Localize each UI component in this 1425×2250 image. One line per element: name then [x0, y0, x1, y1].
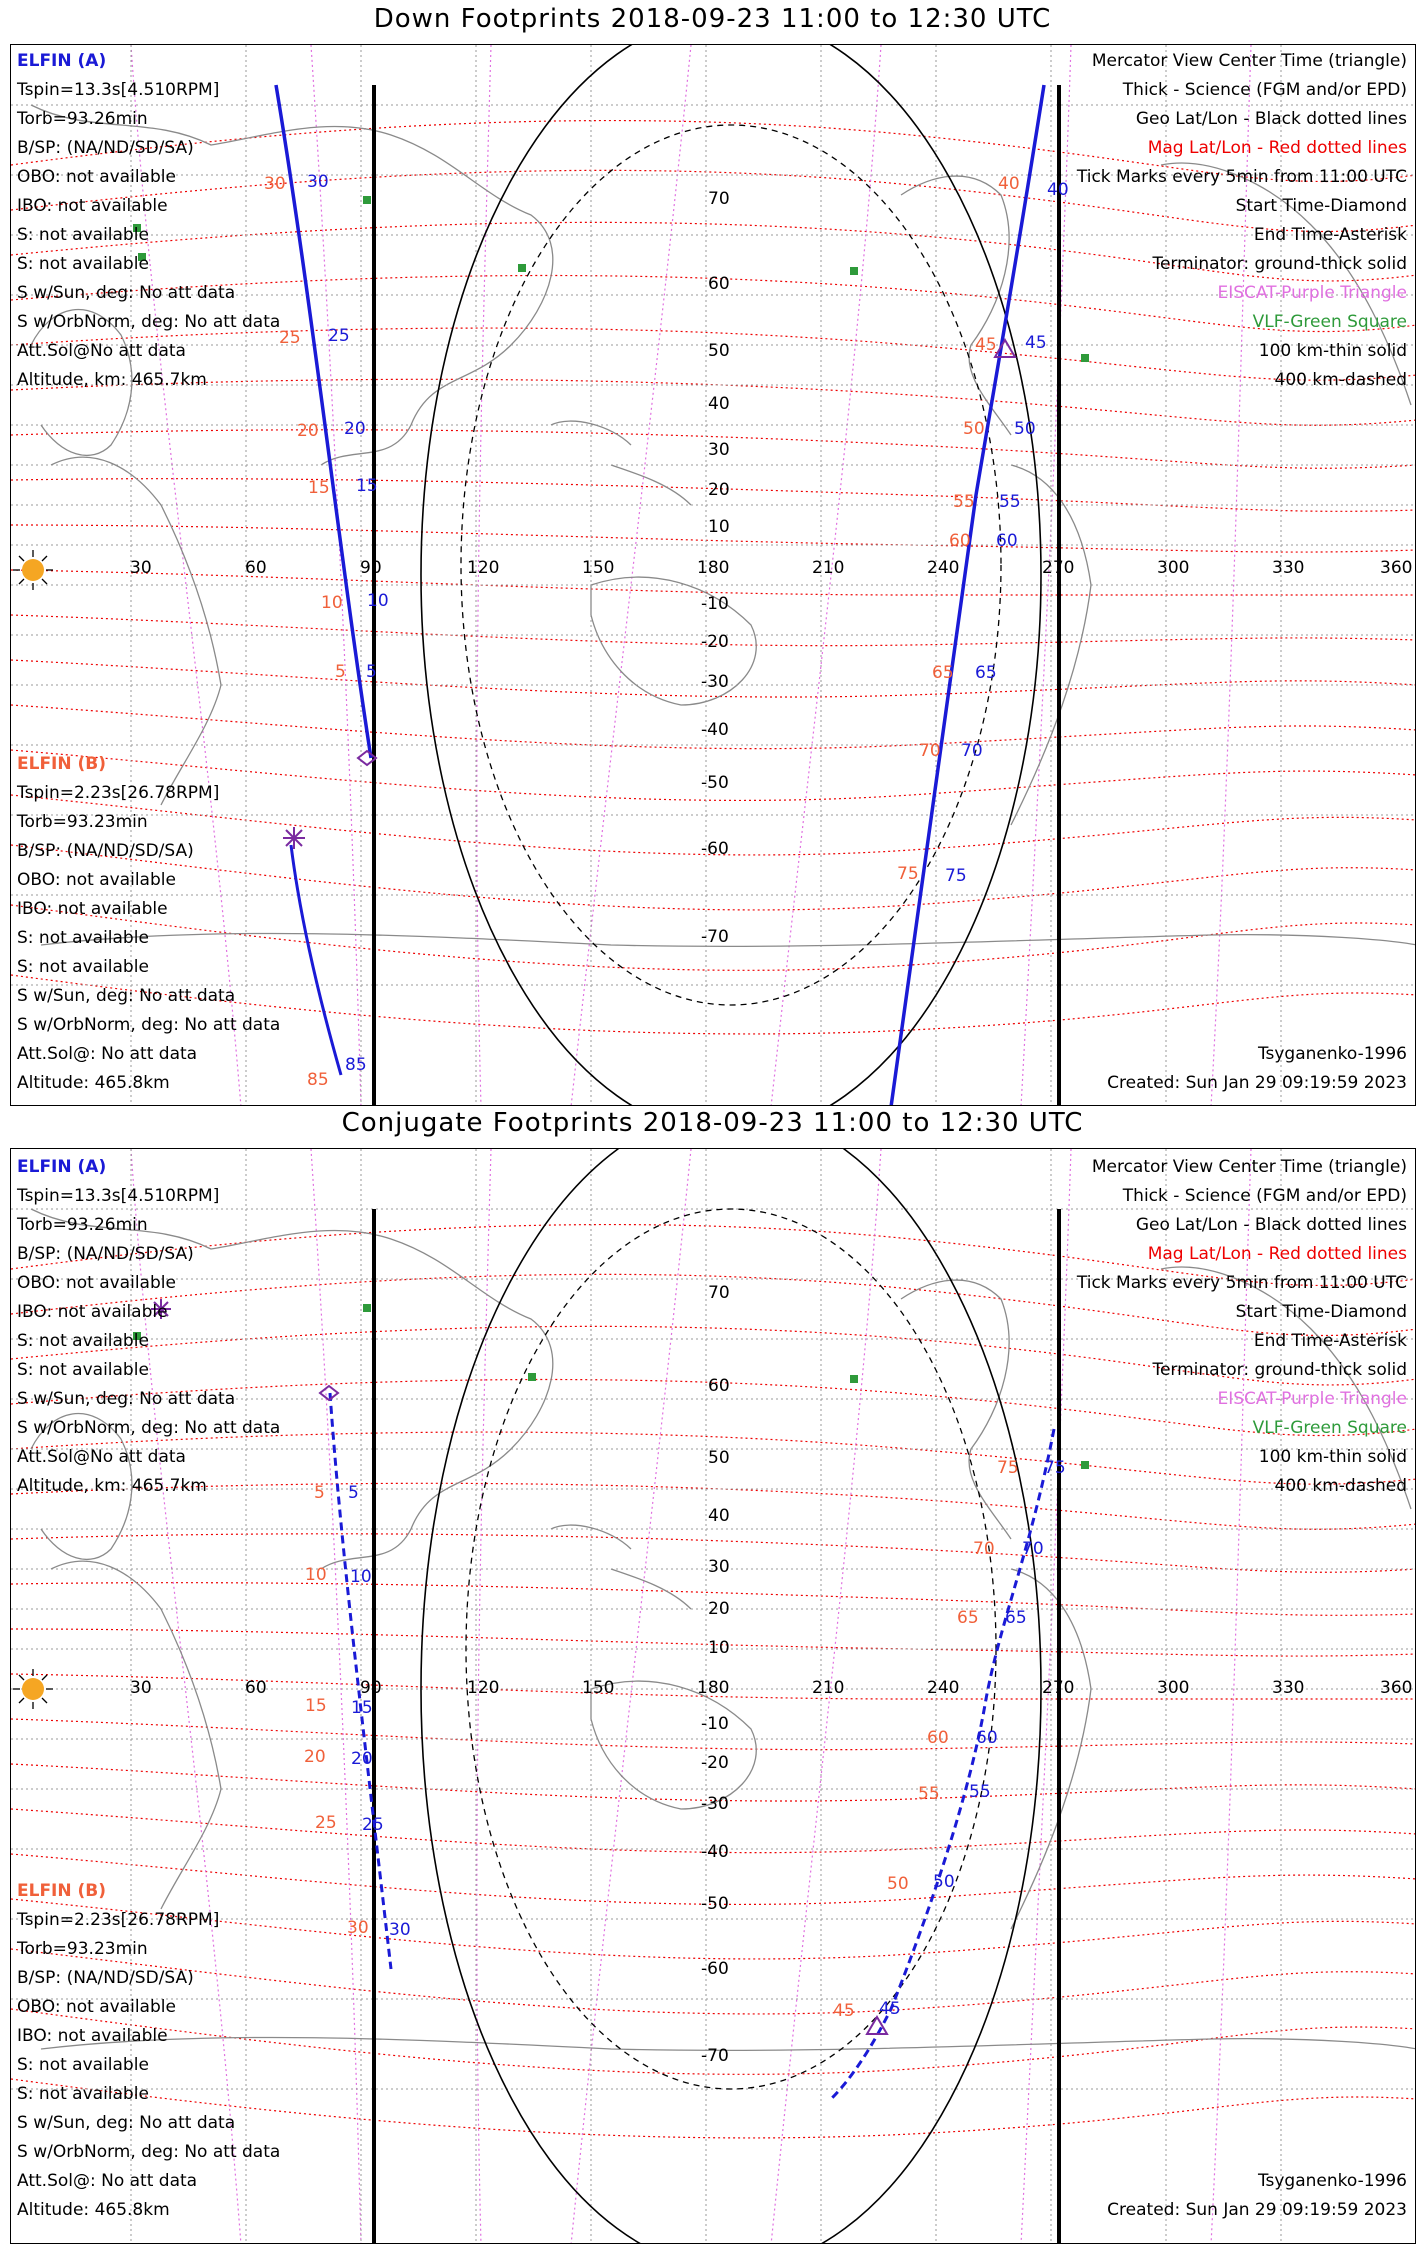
tick-label: 30: [389, 1920, 411, 1940]
lat-label: 10: [708, 1638, 730, 1658]
tick-label: 65: [975, 663, 997, 683]
probe-b-name: ELFIN (B): [17, 754, 107, 774]
lon-label: 150: [582, 558, 615, 578]
probe-a-info-line: Altitude, km: 465.7km: [17, 370, 207, 390]
probe-a-info-line: Altitude, km: 465.7km: [17, 1476, 207, 1496]
tick-label: 50: [963, 419, 985, 439]
lon-label: 300: [1157, 558, 1190, 578]
tick-label: 85: [345, 1055, 367, 1075]
tick-label: 45: [879, 1999, 901, 2019]
tick-label: 70: [919, 741, 941, 761]
legend-item: Geo Lat/Lon - Black dotted lines: [1135, 109, 1407, 129]
sun-icon: [13, 1669, 53, 1709]
tick-label: 60: [949, 531, 971, 551]
lat-label: -60: [701, 839, 729, 859]
center-time-triangle: [995, 340, 1015, 357]
tick-label: 10: [305, 1565, 327, 1585]
probe-b-info-line: OBO: not available: [17, 870, 176, 890]
tick-label: 5: [366, 662, 377, 682]
lon-label: 120: [467, 558, 500, 578]
probe-a-info-line: Tspin=13.3s[4.510RPM]: [17, 80, 220, 100]
tick-label: 25: [362, 1815, 384, 1835]
probe-b-info-line: Altitude: 465.8km: [17, 1073, 170, 1093]
legend-item: Start Time-Diamond: [1235, 1302, 1407, 1322]
probe-b-info-line: S: not available: [17, 928, 149, 948]
probe-b-info-line: S: not available: [17, 2055, 149, 2075]
lat-label: 50: [708, 341, 730, 361]
probe-a-info-line: Tspin=13.3s[4.510RPM]: [17, 1186, 220, 1206]
tick-label: 55: [969, 1782, 991, 1802]
lon-label: 330: [1272, 558, 1305, 578]
probe-a-info-line: Att.Sol@No att data: [17, 1447, 186, 1467]
probe-a-name: ELFIN (A): [17, 51, 107, 71]
legend-item: Mercator View Center Time (triangle): [1091, 1157, 1407, 1177]
lon-label: 360: [1380, 1678, 1413, 1698]
lon-label: 210: [812, 558, 845, 578]
continent-outlines: [31, 1209, 1416, 2050]
end-asterisk: [283, 827, 305, 849]
lon-label: 360: [1380, 558, 1413, 578]
lon-label: 150: [582, 1678, 615, 1698]
tick-label: 40: [998, 174, 1020, 194]
probe-a-info-line: S w/Sun, deg: No att data: [17, 1389, 236, 1409]
tick-label: 10: [367, 591, 389, 611]
tick-label: 55: [999, 492, 1021, 512]
legend-item: 400 km-dashed: [1274, 1476, 1407, 1496]
legend-item: EISCAT-Purple Triangle: [1217, 283, 1407, 303]
legend-item: Tick Marks every 5min from 11:00 UTC: [1076, 1273, 1407, 1293]
legend-item: 400 km-dashed: [1274, 370, 1407, 390]
tick-label: 65: [957, 1608, 979, 1628]
probe-b-info-line: Tspin=2.23s[26.78RPM]: [17, 1910, 220, 1930]
probe-a-info-line: Torb=93.26min: [17, 1215, 148, 1235]
probe-a-info-line: B/SP: (NA/ND/SD/SA): [17, 138, 194, 158]
lon-label: 120: [467, 1678, 500, 1698]
legend-item: 100 km-thin solid: [1258, 341, 1407, 361]
tick-label: 55: [953, 492, 975, 512]
probe-b-info-line: IBO: not available: [17, 2026, 168, 2046]
lon-label: 210: [812, 1678, 845, 1698]
probe-b-info-line: Tspin=2.23s[26.78RPM]: [17, 783, 220, 803]
map-panel-conjugate: [10, 1148, 1416, 2244]
probe-b-info-line: S w/Sun, deg: No att data: [17, 986, 236, 1006]
lon-label: 30: [130, 558, 152, 578]
tick-label: 5: [314, 1483, 325, 1503]
tick-label: 15: [356, 476, 378, 496]
probe-b-info-line: S: not available: [17, 957, 149, 977]
lat-label: 40: [708, 394, 730, 414]
legend-item: Geo Lat/Lon - Black dotted lines: [1135, 1215, 1407, 1235]
probe-b-info-line: Torb=93.23min: [17, 812, 148, 832]
legend-item: Terminator: ground-thick solid: [1152, 1360, 1407, 1380]
tick-label: 75: [997, 1458, 1019, 1478]
tick-label: 25: [315, 1813, 337, 1833]
lat-label: -30: [701, 1794, 729, 1814]
lat-label: 10: [708, 517, 730, 537]
lat-label: 60: [708, 1376, 730, 1396]
tick-label: 70: [973, 1539, 995, 1559]
legend-item: Thick - Science (FGM and/or EPD): [1122, 80, 1407, 100]
lon-label: 330: [1272, 1678, 1305, 1698]
tick-label: 75: [897, 864, 919, 884]
lat-label: 60: [708, 274, 730, 294]
tick-label: 5: [335, 662, 346, 682]
tick-label: 15: [308, 478, 330, 498]
tick-label: 10: [350, 1567, 372, 1587]
probe-b-info-line: OBO: not available: [17, 1997, 176, 2017]
probe-a-info-line: Att.Sol@No att data: [17, 341, 186, 361]
model-label: Tsyganenko-1996: [1257, 1044, 1407, 1064]
lon-label: 60: [245, 1678, 267, 1698]
lon-label: 90: [360, 1678, 382, 1698]
tick-label: 30: [264, 174, 286, 194]
probe-b-info-line: Torb=93.23min: [17, 1939, 148, 1959]
probe-a-info-line: S: not available: [17, 254, 149, 274]
lat-label: -70: [701, 2046, 729, 2066]
lon-label: 60: [245, 558, 267, 578]
tick-label: 50: [933, 1872, 955, 1892]
probe-a-info-line: S: not available: [17, 1331, 149, 1351]
probe-a-info-line: S: not available: [17, 225, 149, 245]
legend-item: Terminator: ground-thick solid: [1152, 254, 1407, 274]
probe-b-info-line: Att.Sol@: No att data: [17, 2171, 198, 2191]
tick-label: 60: [996, 531, 1018, 551]
probe-b-info-line: B/SP: (NA/ND/SD/SA): [17, 1968, 194, 1988]
tick-label: 60: [927, 1728, 949, 1748]
tick-label: 40: [1047, 180, 1069, 200]
panel-title-down: Down Footprints 2018-09-23 11:00 to 12:30 UTC: [373, 4, 1052, 34]
probe-b-info-line: S: not available: [17, 2084, 149, 2104]
created-timestamp: Created: Sun Jan 29 09:19:59 2023: [1107, 1073, 1407, 1093]
tick-label: 50: [887, 1874, 909, 1894]
tick-label: 75: [1044, 1458, 1066, 1478]
tick-label: 65: [932, 663, 954, 683]
lat-label: -70: [701, 927, 729, 947]
tick-label: 70: [1022, 1539, 1044, 1559]
legend-item: EISCAT-Purple Triangle: [1217, 1389, 1407, 1409]
tick-label: 75: [945, 866, 967, 886]
tick-label: 30: [307, 172, 329, 192]
lat-label: -20: [701, 1753, 729, 1773]
probe-a-info-line: OBO: not available: [17, 1273, 176, 1293]
tick-label: 20: [297, 421, 319, 441]
legend-item: Tick Marks every 5min from 11:00 UTC: [1076, 167, 1407, 187]
model-label: Tsyganenko-1996: [1257, 2171, 1407, 2191]
probe-a-name: ELFIN (A): [17, 1157, 107, 1177]
tick-label: 25: [328, 326, 350, 346]
probe-a-info-line: IBO: not available: [17, 1302, 168, 1322]
probe-b-info-line: IBO: not available: [17, 899, 168, 919]
legend-item: Mag Lat/Lon - Red dotted lines: [1147, 138, 1407, 158]
panel-title-conjugate: Conjugate Footprints 2018-09-23 11:00 to 12:30 UTC: [341, 1108, 1084, 1138]
lat-label: 70: [708, 189, 730, 209]
tick-label: 60: [976, 1728, 998, 1748]
lat-label: -40: [701, 720, 729, 740]
tick-label: 50: [1014, 419, 1036, 439]
probe-a-info-line: IBO: not available: [17, 196, 168, 216]
lon-label: 270: [1042, 558, 1075, 578]
tick-label: 45: [1025, 333, 1047, 353]
lat-label: -50: [701, 773, 729, 793]
lon-label: 180: [697, 558, 730, 578]
lat-label: 20: [708, 480, 730, 500]
lat-label: 70: [708, 1283, 730, 1303]
probe-a-info-line: Torb=93.26min: [17, 109, 148, 129]
tick-label: 20: [304, 1747, 326, 1767]
track-probe-a: [276, 85, 1044, 1106]
legend-item: Mercator View Center Time (triangle): [1091, 51, 1407, 71]
sun-icon: [13, 550, 53, 590]
tick-label: 10: [321, 593, 343, 613]
lon-label: 240: [927, 558, 960, 578]
lat-label: 30: [708, 440, 730, 460]
tick-label: 45: [833, 2001, 855, 2021]
lat-label: -10: [701, 594, 729, 614]
lat-label: -40: [701, 1842, 729, 1862]
probe-b-info-line: B/SP: (NA/ND/SD/SA): [17, 841, 194, 861]
tick-label: 25: [279, 328, 301, 348]
tick-label: 20: [344, 419, 366, 439]
lat-label: -50: [701, 1894, 729, 1914]
probe-a-info-line: B/SP: (NA/ND/SD/SA): [17, 1244, 194, 1264]
legend-item: End Time-Asterisk: [1253, 225, 1407, 245]
tick-label: 55: [918, 1784, 940, 1804]
legend-item: 100 km-thin solid: [1258, 1447, 1407, 1467]
probe-b-name: ELFIN (B): [17, 1881, 107, 1901]
probe-a-info-line: S w/Sun, deg: No att data: [17, 283, 236, 303]
probe-a-info-line: OBO: not available: [17, 167, 176, 187]
probe-a-info-line: S w/OrbNorm, deg: No att data: [17, 312, 281, 332]
altitude-400km: [461, 125, 1001, 1005]
probe-b-info-line: S w/OrbNorm, deg: No att data: [17, 2142, 281, 2162]
legend-item: VLF-Green Square: [1252, 312, 1407, 332]
tick-label: 85: [307, 1070, 329, 1090]
created-timestamp: Created: Sun Jan 29 09:19:59 2023: [1107, 2200, 1407, 2220]
probe-a-info-line: S w/OrbNorm, deg: No att data: [17, 1418, 281, 1438]
probe-b-info-line: Altitude: 465.8km: [17, 2200, 170, 2220]
tick-label: 45: [975, 335, 997, 355]
probe-b-info-line: Att.Sol@: No att data: [17, 1044, 198, 1064]
tick-label: 30: [347, 1918, 369, 1938]
tick-label: 70: [961, 741, 983, 761]
tick-label: 15: [305, 1696, 327, 1716]
map-panel-down: [10, 44, 1416, 1106]
lon-label: 30: [130, 1678, 152, 1698]
track-probe-b: [291, 845, 341, 1075]
probe-b-info-line: S w/OrbNorm, deg: No att data: [17, 1015, 281, 1035]
lon-label: 90: [360, 558, 382, 578]
probe-b-info-line: S w/Sun, deg: No att data: [17, 2113, 236, 2133]
lat-label: -30: [701, 672, 729, 692]
lat-label: -60: [701, 1959, 729, 1979]
lon-label: 180: [697, 1678, 730, 1698]
lat-label: 40: [708, 1506, 730, 1526]
lat-label: -10: [701, 1714, 729, 1734]
legend-item: Mag Lat/Lon - Red dotted lines: [1147, 1244, 1407, 1264]
tick-label: 5: [348, 1483, 359, 1503]
lat-label: 30: [708, 1557, 730, 1577]
legend-item: End Time-Asterisk: [1253, 1331, 1407, 1351]
legend-item: Start Time-Diamond: [1235, 196, 1407, 216]
lat-label: -20: [701, 632, 729, 652]
probe-a-info-line: S: not available: [17, 1360, 149, 1380]
tick-label: 15: [351, 1698, 373, 1718]
legend-item: Thick - Science (FGM and/or EPD): [1122, 1186, 1407, 1206]
tick-label: 65: [1005, 1608, 1027, 1628]
lon-label: 300: [1157, 1678, 1190, 1698]
lat-label: 50: [708, 1448, 730, 1468]
lon-label: 240: [927, 1678, 960, 1698]
lat-label: 20: [708, 1599, 730, 1619]
legend-item: VLF-Green Square: [1252, 1418, 1407, 1438]
lon-label: 270: [1042, 1678, 1075, 1698]
tick-label: 20: [351, 1749, 373, 1769]
